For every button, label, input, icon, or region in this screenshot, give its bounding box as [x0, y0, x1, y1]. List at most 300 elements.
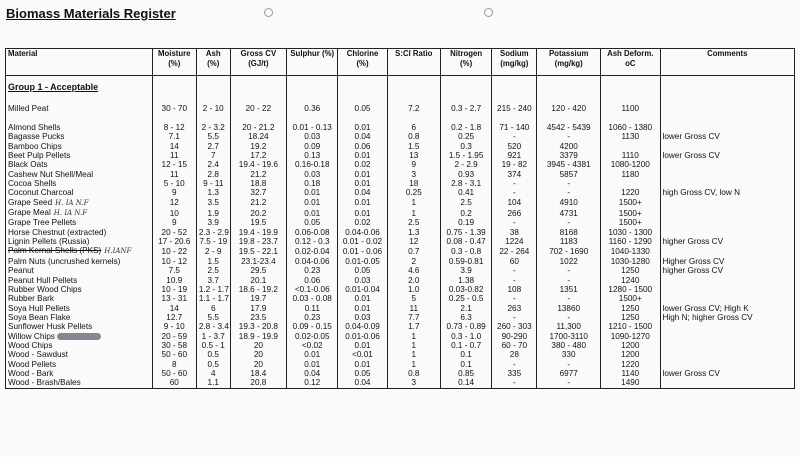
table-cell: [230, 151, 286, 160]
table-cell: [338, 360, 387, 369]
table-cell: [152, 179, 196, 188]
table-cell: [287, 132, 338, 141]
cell-value: 0.01: [304, 359, 321, 369]
comment-cell: [660, 294, 794, 303]
handwritten-note: H. IA N.F: [53, 209, 88, 218]
cell-value: 1030-1280: [610, 256, 650, 266]
table-cell: [196, 142, 230, 151]
table-cell: [440, 198, 491, 208]
cell-value: high Gross CV, low N: [662, 188, 741, 198]
table-cell: 215 - 240: [492, 92, 537, 113]
cell-value: 1: [411, 198, 417, 208]
table-cell: [152, 378, 196, 388]
cell-value: -: [512, 359, 516, 369]
table-cell: [230, 285, 286, 294]
table-cell: [152, 276, 196, 285]
cell-value: 19.2: [250, 141, 267, 151]
cell-value: 14: [169, 303, 179, 313]
table-cell: [537, 304, 601, 313]
cell-value: -: [567, 218, 571, 228]
cell-value: 23.5: [250, 312, 267, 322]
table-cell: [440, 188, 491, 197]
material-label: Wood Pellets: [8, 359, 57, 369]
table-cell: [230, 341, 286, 350]
table-cell: [537, 257, 601, 266]
material-name: [6, 228, 153, 237]
table-cell: [196, 276, 230, 285]
cell-value: 7.7: [408, 312, 420, 322]
cell-value: 28: [509, 350, 519, 360]
cell-value: 1060 - 1380: [608, 123, 653, 132]
comment-cell: [660, 198, 794, 208]
cell-value: 17.2: [250, 151, 267, 161]
comment-cell: [660, 369, 794, 378]
cell-value: -: [512, 378, 516, 388]
cell-value: 3: [411, 169, 417, 179]
table-cell: [338, 228, 387, 237]
material-name: [6, 257, 153, 266]
punch-hole-mark: [484, 8, 493, 17]
material-name: [6, 160, 153, 169]
table-cell: [152, 304, 196, 313]
table-cell: [601, 246, 661, 256]
table-row: [6, 228, 795, 237]
table-cell: [287, 123, 338, 132]
table-cell: [196, 123, 230, 132]
table-cell: [152, 332, 196, 341]
material-label: Coconut Charcoal: [8, 188, 74, 198]
cell-value: 1130: [621, 132, 640, 142]
cell-value: 20.8: [250, 378, 267, 388]
cell-value: 18.9 - 19.9: [238, 331, 278, 341]
table-cell: [230, 132, 286, 141]
table-cell: [492, 188, 537, 197]
cell-value: 1.3: [408, 227, 420, 237]
table-cell: [537, 341, 601, 350]
cell-value: 0.7: [408, 246, 420, 256]
table-cell: [152, 350, 196, 359]
cell-value: -: [567, 179, 571, 189]
cell-value: 1240: [621, 275, 640, 285]
table-cell: 7.2: [387, 92, 440, 113]
table-cell: 0.05: [338, 92, 387, 113]
table-cell: [387, 276, 440, 285]
cell-value: 2.3 - 2.9: [198, 227, 229, 237]
table-cell: [601, 285, 661, 294]
cell-value: 330: [561, 350, 576, 360]
table-cell: [537, 228, 601, 237]
cell-value: 104: [507, 198, 522, 208]
table-cell: [287, 360, 338, 369]
cell-value: 19.5 - 22.1: [238, 246, 278, 256]
material-label: Peanut: [8, 266, 34, 276]
table-cell: [152, 218, 196, 227]
table-cell: [440, 304, 491, 313]
table-cell: [387, 294, 440, 303]
cell-value: 0.12 - 0.3: [294, 237, 330, 247]
cell-value: -: [512, 294, 516, 304]
material-label: Palm Nuts (uncrushed kernels): [8, 256, 121, 266]
cell-value: 2.5: [207, 266, 219, 276]
table-cell: [492, 369, 537, 378]
table-cell: [338, 369, 387, 378]
col-header: Material: [6, 49, 153, 76]
table-cell: [601, 151, 661, 160]
table-cell: [230, 313, 286, 322]
cell-value: 1210 - 1500: [608, 322, 653, 332]
cell-value: 12 - 15: [161, 160, 188, 170]
table-cell: [492, 304, 537, 313]
table-cell: [230, 360, 286, 369]
cell-value: 3379: [559, 151, 578, 161]
table-cell: [492, 378, 537, 388]
table-cell: [492, 218, 537, 227]
table-cell: [440, 276, 491, 285]
cell-value: higher Gross CV: [662, 237, 724, 247]
cell-value: lower Gross CV: [662, 368, 720, 378]
cell-value: 0.01 - 0.13: [292, 123, 332, 132]
comment-cell: [660, 266, 794, 275]
table-cell: [338, 142, 387, 151]
material-name: [6, 378, 153, 388]
cell-value: 1180: [621, 169, 640, 179]
cell-value: 1700-3110: [549, 331, 588, 341]
table-cell: [492, 294, 537, 303]
cell-value: 0.85: [458, 368, 475, 378]
table-cell: [338, 313, 387, 322]
table-cell: [440, 170, 491, 179]
table-cell: [492, 237, 537, 246]
cell-value: 4731: [559, 208, 578, 218]
cell-value: 19.3 - 20.8: [238, 322, 278, 332]
table-cell: [387, 266, 440, 275]
cell-value: 1250: [621, 266, 640, 276]
table-cell: [601, 369, 661, 378]
material-label: Soya Hull Pellets: [8, 303, 70, 313]
table-cell: [196, 285, 230, 294]
table-cell: [196, 294, 230, 303]
table-cell: [287, 228, 338, 237]
material-label: Palm Kernal Shells (PKS): [8, 246, 102, 256]
cell-value: 0.05: [354, 368, 371, 378]
cell-value: 1224: [505, 237, 524, 247]
cell-value: -: [512, 275, 516, 285]
cell-value: 0.73 - 0.89: [446, 322, 486, 332]
material-name: [6, 179, 153, 188]
material-label: Horse Chestnut (extracted): [8, 227, 107, 237]
material-name: [6, 369, 153, 378]
table-row: [6, 188, 795, 197]
cell-value: 1351: [559, 284, 578, 294]
cell-value: -: [512, 188, 516, 198]
col-header: S:Cl Ratio: [387, 49, 440, 76]
scribble-mark: [57, 333, 101, 340]
table-cell: [440, 257, 491, 266]
comment-cell: [660, 151, 794, 160]
cell-value: 13860: [557, 303, 581, 313]
cell-value: 1500+: [618, 208, 642, 218]
table-cell: [287, 198, 338, 208]
cell-value: 3945 - 4381: [546, 160, 591, 170]
cell-value: 19.4 - 19.6: [238, 160, 278, 170]
cell-value: 0.23: [304, 312, 321, 322]
table-cell: [387, 257, 440, 266]
cell-value: 0.01: [354, 359, 371, 369]
table-cell: [440, 142, 491, 151]
table-row: [6, 132, 795, 141]
table-cell: [152, 237, 196, 246]
cell-value: 0.02: [354, 160, 371, 170]
comment-cell: [660, 378, 794, 388]
cell-value: 1200: [621, 340, 640, 350]
table-cell: [601, 350, 661, 359]
table-cell: [196, 179, 230, 188]
cell-value: 11,300: [556, 322, 581, 332]
table-cell: [492, 322, 537, 331]
table-cell: [196, 257, 230, 266]
material-label: Wood - Sawdust: [8, 350, 68, 360]
table-cell: [440, 123, 491, 132]
cell-value: 0.11: [304, 303, 320, 313]
table-cell: [537, 237, 601, 246]
table-cell: [287, 313, 338, 322]
table-cell: [287, 378, 338, 388]
cell-value: 0.8: [408, 368, 420, 378]
cell-value: <0.01: [352, 350, 373, 360]
table-cell: [440, 179, 491, 188]
table-cell: [387, 322, 440, 331]
table-cell: [152, 198, 196, 208]
table-cell: [492, 285, 537, 294]
cell-value: 0.01: [304, 208, 321, 218]
table-cell: [230, 198, 286, 208]
cell-value: 0.3 - 1.0: [451, 331, 482, 341]
cell-value: 0.1: [460, 359, 472, 369]
group-heading: Group 1 - Acceptable: [6, 76, 153, 93]
cell-value: 20: [253, 350, 263, 360]
material-name: [6, 237, 153, 246]
material-label: Grape Seed: [8, 197, 53, 207]
material-label: Bagasse Pucks: [8, 132, 65, 142]
table-row: [6, 218, 795, 227]
cell-value: 0.06: [354, 141, 371, 151]
cell-value: 1.38: [458, 275, 475, 285]
cell-value: 0.18: [304, 179, 321, 189]
table-cell: [440, 350, 491, 359]
material-label: Sunflower Husk Pellets: [8, 322, 93, 332]
table-cell: [492, 208, 537, 218]
cell-value: 19.4 - 19.9: [238, 227, 278, 237]
cell-value: 71 - 140: [499, 123, 530, 132]
table-cell: [338, 341, 387, 350]
cell-value: 7.1: [168, 132, 180, 142]
cell-value: 19.5: [250, 218, 267, 228]
cell-value: 0.01: [354, 179, 371, 189]
material-name: [6, 218, 153, 227]
material-name: [6, 276, 153, 285]
table-cell: [537, 246, 601, 256]
table-cell: [492, 170, 537, 179]
cell-value: 0.2 - 1.8: [451, 123, 482, 132]
cell-value: 4200: [559, 141, 578, 151]
table-cell: [152, 266, 196, 275]
table-cell: [440, 132, 491, 141]
cell-value: 1: [411, 359, 417, 369]
col-header: Chlorine (%): [338, 49, 387, 76]
material-label: Grape Meal: [8, 208, 51, 218]
cell-value: 5857: [559, 169, 578, 179]
cell-value: lower Gross CV; High K: [662, 303, 749, 313]
table-cell: [537, 170, 601, 179]
cell-value: 1220: [621, 188, 640, 198]
table-cell: [440, 332, 491, 341]
comment-cell: [660, 142, 794, 151]
table-cell: [230, 246, 286, 256]
cell-value: 8: [171, 359, 177, 369]
cell-value: 0.41: [458, 188, 475, 198]
table-cell: [387, 208, 440, 218]
cell-value: 4: [210, 368, 216, 378]
table-cell: [196, 304, 230, 313]
table-cell: [601, 322, 661, 331]
table-cell: [440, 285, 491, 294]
table-cell: [492, 313, 537, 322]
table-cell: [287, 151, 338, 160]
material-label: Lignin Pellets (Russia): [8, 237, 90, 247]
table-cell: [387, 123, 440, 132]
cell-value: 1200: [621, 350, 640, 360]
cell-value: 0.09 - 0.15: [292, 322, 332, 332]
comment-cell: [660, 313, 794, 322]
cell-value: 1490: [621, 378, 640, 388]
cell-value: 702 - 1690: [549, 246, 589, 256]
cell-value: 3.7: [207, 275, 219, 285]
table-cell: 120 - 420: [537, 92, 601, 113]
cell-value: 520: [507, 141, 522, 151]
material-name: [6, 266, 153, 275]
cell-value: 1080-1200: [610, 160, 650, 170]
cell-value: 18.4: [250, 368, 267, 378]
table-cell: [230, 208, 286, 218]
table-cell: [440, 360, 491, 369]
cell-value: 0.09: [304, 141, 321, 151]
cell-value: 0.5: [207, 350, 219, 360]
comment-cell: [660, 246, 794, 256]
table-header-row: [6, 49, 795, 76]
table-cell: [230, 228, 286, 237]
table-cell: [230, 123, 286, 132]
cell-value: 5.5: [207, 132, 219, 142]
table-cell: [196, 378, 230, 388]
table-cell: [537, 151, 601, 160]
cell-value: 1.1 - 1.7: [198, 294, 229, 304]
cell-value: 0.01: [354, 151, 371, 161]
table-cell: [152, 246, 196, 256]
table-cell: [196, 198, 230, 208]
cell-value: 20: [253, 340, 263, 350]
table-cell: [287, 304, 338, 313]
table-cell: [387, 198, 440, 208]
table-cell: [230, 378, 286, 388]
cell-value: 0.25 - 0.5: [448, 294, 484, 304]
table-cell: [230, 142, 286, 151]
cell-value: 8168: [559, 227, 578, 237]
table-cell: [492, 332, 537, 341]
material-label: Soya Bean Flake: [8, 312, 71, 322]
table-cell: [196, 208, 230, 218]
cell-value: 7.5 - 19: [199, 237, 228, 247]
material-name: [6, 198, 153, 208]
table-cell: [338, 285, 387, 294]
table-row: [6, 142, 795, 151]
cell-value: 9 - 11: [203, 179, 224, 189]
table-cell: [440, 378, 491, 388]
table-row: [6, 208, 795, 218]
table-cell: [601, 132, 661, 141]
cell-value: -: [512, 312, 516, 322]
table-cell: [492, 360, 537, 369]
cell-value: 23.1-23.4: [241, 256, 276, 266]
table-cell: [152, 160, 196, 169]
cell-value: 0.5: [207, 359, 219, 369]
table-cell: [230, 160, 286, 169]
table-cell: [338, 237, 387, 246]
cell-value: 17 - 20.6: [158, 237, 191, 247]
comment-cell: [660, 360, 794, 369]
cell-value: 1030 - 1300: [608, 227, 653, 237]
comment-cell: [660, 257, 794, 266]
table-cell: [287, 276, 338, 285]
material-name: [6, 151, 153, 160]
table-cell: [287, 142, 338, 151]
table-row: [6, 360, 795, 369]
cell-value: 21.2: [250, 169, 267, 179]
cell-value: 0.08 - 0.47: [446, 237, 486, 247]
col-header: Comments: [660, 49, 794, 76]
table-cell: [338, 332, 387, 341]
table-cell: [492, 142, 537, 151]
material-label: Willow Chips: [8, 331, 55, 341]
material-name: [6, 123, 153, 132]
cell-value: 0.04-0.06: [345, 227, 380, 237]
table-cell: [287, 285, 338, 294]
table-cell: [230, 276, 286, 285]
table-cell: [338, 350, 387, 359]
table-cell: [338, 266, 387, 275]
cell-value: 0.03: [304, 169, 321, 179]
cell-value: 2.7: [207, 141, 219, 151]
col-header: Sodium (mg/kg): [492, 49, 537, 76]
cell-value: 921: [507, 151, 522, 161]
page-title: Biomass Materials Register: [6, 6, 176, 21]
table-cell: [492, 151, 537, 160]
table-cell: [440, 369, 491, 378]
table-cell: [287, 341, 338, 350]
comment-cell: [660, 285, 794, 294]
table-cell: [152, 341, 196, 350]
table-cell: [287, 237, 338, 246]
material-name: [6, 360, 153, 369]
cell-value: 6: [210, 303, 216, 313]
table-cell: [287, 218, 338, 227]
cell-value: 0.59-0.81: [448, 256, 484, 266]
cell-value: 13: [409, 151, 419, 161]
cell-value: 19 - 82: [501, 160, 528, 170]
material-label: Grape Tree Pellets: [8, 218, 77, 228]
cell-value: 1.2 - 1.7: [198, 284, 229, 294]
table-cell: [387, 285, 440, 294]
cell-value: 1: [411, 208, 417, 218]
